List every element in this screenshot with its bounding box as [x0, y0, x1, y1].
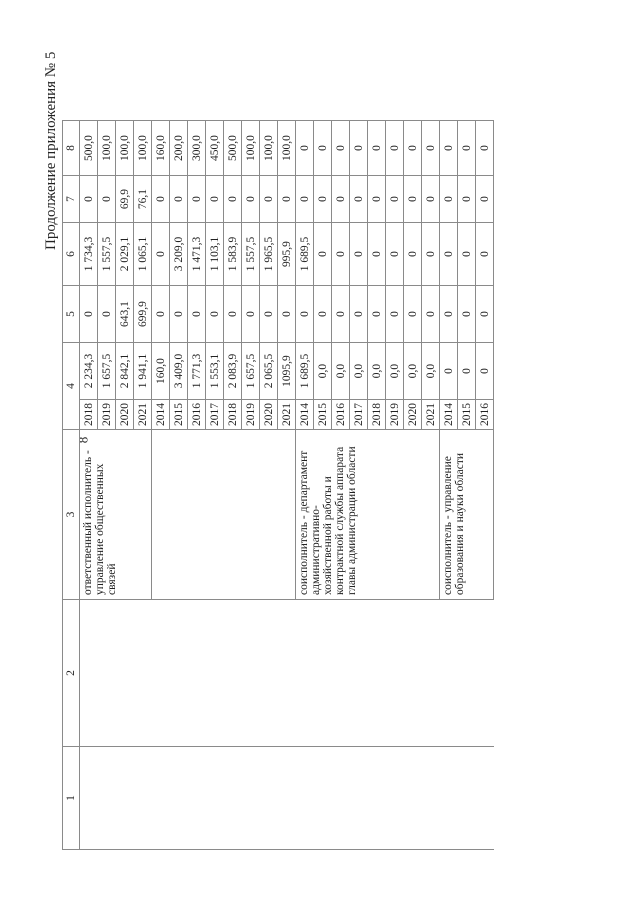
- amount-col8-cell: 0: [422, 121, 440, 176]
- column-header-7: 7: [63, 176, 80, 223]
- year-cell: 2015: [170, 400, 188, 430]
- year-cell: 2020: [116, 400, 134, 430]
- amount-col7-cell: 0: [296, 176, 314, 223]
- amount-col5-cell: 0: [458, 286, 476, 343]
- amount-total-cell: 0,0: [422, 343, 440, 400]
- amount-total-cell: 1 657,5: [98, 343, 116, 400]
- amount-col6-cell: 3 209,0: [170, 223, 188, 286]
- year-cell: 2019: [98, 400, 116, 430]
- amount-total-cell: 2 234,3: [80, 343, 98, 400]
- table-header-row: [63, 121, 80, 850]
- amount-col6-cell: 1 471,3: [188, 223, 206, 286]
- amount-col8-cell: 100,0: [116, 121, 134, 176]
- column-header-6: 6: [63, 223, 80, 286]
- amount-col7-cell: 0: [368, 176, 386, 223]
- amount-col8-cell: 100,0: [134, 121, 152, 176]
- year-cell: 2019: [386, 400, 404, 430]
- responsible-party: соисполнитель - управление образования и науки области: [440, 430, 494, 600]
- amount-col5-cell: 0: [170, 286, 188, 343]
- year-cell: 2019: [242, 400, 260, 430]
- amount-total-cell: 0,0: [386, 343, 404, 400]
- year-cell: 2016: [332, 400, 350, 430]
- column-header-8: 8: [63, 121, 80, 176]
- column-header-5: 5: [63, 286, 80, 343]
- amount-col8-cell: 0: [332, 121, 350, 176]
- column-header-3: 3: [63, 430, 80, 600]
- amount-col7-cell: 0: [80, 176, 98, 223]
- amount-col7-cell: 0: [224, 176, 242, 223]
- amount-total-cell: 1 771,3: [188, 343, 206, 400]
- amount-col5-cell: 0: [368, 286, 386, 343]
- amount-col6-cell: 0: [422, 223, 440, 286]
- amount-col6-cell: 0: [350, 223, 368, 286]
- amount-col5-cell: 0: [350, 286, 368, 343]
- amount-col6-cell: 995,9: [278, 223, 296, 286]
- amount-col7-cell: 0: [440, 176, 458, 223]
- amount-col7-cell: 76,1: [134, 176, 152, 223]
- amount-col7-cell: 0: [458, 176, 476, 223]
- amount-col6-cell: 1 734,3: [80, 223, 98, 286]
- page-number: 8: [75, 436, 91, 444]
- year-cell: 2015: [458, 400, 476, 430]
- year-cell: 2015: [314, 400, 332, 430]
- amount-total-cell: 1095,9: [278, 343, 296, 400]
- amount-total-cell: 160,0: [152, 343, 170, 400]
- amount-col5-cell: 0: [260, 286, 278, 343]
- amount-total-cell: 2 083,9: [224, 343, 242, 400]
- amount-col7-cell: 0: [386, 176, 404, 223]
- amount-col6-cell: 2 029,1: [116, 223, 134, 286]
- amount-col8-cell: 100,0: [278, 121, 296, 176]
- amount-col5-cell: 0: [404, 286, 422, 343]
- table-body: [80, 121, 494, 850]
- year-cell: 2017: [206, 400, 224, 430]
- amount-col7-cell: 0: [98, 176, 116, 223]
- amount-col5-cell: 0: [278, 286, 296, 343]
- amount-col6-cell: 1 689,5: [296, 223, 314, 286]
- amount-total-cell: 0: [458, 343, 476, 400]
- amount-col7-cell: 0: [350, 176, 368, 223]
- year-cell: 2021: [278, 400, 296, 430]
- amount-col7-cell: 0: [422, 176, 440, 223]
- amount-col8-cell: 0: [458, 121, 476, 176]
- amount-col6-cell: 0: [386, 223, 404, 286]
- amount-col8-cell: 0: [350, 121, 368, 176]
- col2-cell: [80, 600, 494, 747]
- amount-col6-cell: 1 557,5: [242, 223, 260, 286]
- amount-col5-cell: 0: [296, 286, 314, 343]
- amount-col8-cell: 0: [386, 121, 404, 176]
- amount-col6-cell: 1 103,1: [206, 223, 224, 286]
- amount-col8-cell: 200,0: [170, 121, 188, 176]
- amount-total-cell: 1 657,5: [242, 343, 260, 400]
- amount-col5-cell: 0: [386, 286, 404, 343]
- amount-col8-cell: 0: [404, 121, 422, 176]
- amount-col5-cell: 0: [152, 286, 170, 343]
- year-cell: 2016: [476, 400, 494, 430]
- amount-total-cell: 1 941,1: [134, 343, 152, 400]
- amount-col8-cell: 500,0: [80, 121, 98, 176]
- table-row: [80, 121, 98, 850]
- amount-col7-cell: 0: [278, 176, 296, 223]
- year-cell: 2014: [440, 400, 458, 430]
- page-caption: Продолжение приложения № 5: [43, 51, 59, 250]
- year-cell: 2017: [350, 400, 368, 430]
- amount-col8-cell: 450,0: [206, 121, 224, 176]
- amount-col6-cell: 0: [440, 223, 458, 286]
- year-cell: 2020: [260, 400, 278, 430]
- appendix-table: [62, 120, 494, 850]
- year-cell: 2018: [224, 400, 242, 430]
- year-cell: 2020: [404, 400, 422, 430]
- amount-total-cell: 2 065,5: [260, 343, 278, 400]
- amount-col6-cell: 0: [476, 223, 494, 286]
- amount-col6-cell: 0: [152, 223, 170, 286]
- amount-col7-cell: 0: [476, 176, 494, 223]
- amount-col8-cell: 100,0: [98, 121, 116, 176]
- responsible-party: ответственный исполнитель - управление общественных связей: [80, 430, 152, 600]
- amount-col5-cell: 0: [440, 286, 458, 343]
- year-cell: 2021: [134, 400, 152, 430]
- amount-col5-cell: 699,9: [134, 286, 152, 343]
- column-header-1: 1: [63, 747, 80, 850]
- amount-col8-cell: 500,0: [224, 121, 242, 176]
- year-cell: 2014: [152, 400, 170, 430]
- amount-col7-cell: 69,9: [116, 176, 134, 223]
- amount-col6-cell: 0: [368, 223, 386, 286]
- amount-col5-cell: 0: [206, 286, 224, 343]
- amount-col5-cell: 0: [188, 286, 206, 343]
- col1-cell: [80, 747, 494, 850]
- year-cell: 2014: [296, 400, 314, 430]
- year-cell: 2016: [188, 400, 206, 430]
- responsible-party-blank: [152, 430, 296, 600]
- amount-total-cell: 0,0: [314, 343, 332, 400]
- amount-col5-cell: 0: [314, 286, 332, 343]
- amount-col7-cell: 0: [152, 176, 170, 223]
- amount-col8-cell: 160,0: [152, 121, 170, 176]
- amount-col7-cell: 0: [314, 176, 332, 223]
- amount-col6-cell: 1 965,5: [260, 223, 278, 286]
- amount-total-cell: 0,0: [350, 343, 368, 400]
- amount-col5-cell: 0: [98, 286, 116, 343]
- amount-total-cell: 0,0: [368, 343, 386, 400]
- amount-col6-cell: 0: [404, 223, 422, 286]
- amount-total-cell: 0,0: [332, 343, 350, 400]
- amount-col7-cell: 0: [260, 176, 278, 223]
- responsible-party: соисполнитель - департамент административно-хозяйственной работы и контрактной службы аппарата главы администрации области: [296, 430, 440, 600]
- amount-col5-cell: 0: [80, 286, 98, 343]
- amount-total-cell: 2 842,1: [116, 343, 134, 400]
- amount-total-cell: 0: [476, 343, 494, 400]
- amount-col8-cell: 300,0: [188, 121, 206, 176]
- amount-total-cell: 1 553,1: [206, 343, 224, 400]
- amount-col5-cell: 643,1: [116, 286, 134, 343]
- amount-col5-cell: 0: [422, 286, 440, 343]
- amount-total-cell: 3 409,0: [170, 343, 188, 400]
- amount-col8-cell: 0: [440, 121, 458, 176]
- amount-total-cell: 0: [440, 343, 458, 400]
- column-header-2: 2: [63, 600, 80, 747]
- amount-col6-cell: 1 065,1: [134, 223, 152, 286]
- year-cell: 2018: [368, 400, 386, 430]
- amount-col8-cell: 0: [476, 121, 494, 176]
- amount-col6-cell: 0: [332, 223, 350, 286]
- year-cell: 2018: [80, 400, 98, 430]
- amount-col7-cell: 0: [188, 176, 206, 223]
- amount-col7-cell: 0: [242, 176, 260, 223]
- amount-col7-cell: 0: [332, 176, 350, 223]
- amount-col7-cell: 0: [206, 176, 224, 223]
- amount-total-cell: 1 689,5: [296, 343, 314, 400]
- amount-col5-cell: 0: [242, 286, 260, 343]
- amount-col6-cell: 1 583,9: [224, 223, 242, 286]
- amount-col7-cell: 0: [404, 176, 422, 223]
- amount-col8-cell: 100,0: [242, 121, 260, 176]
- amount-col5-cell: 0: [224, 286, 242, 343]
- amount-col6-cell: 0: [314, 223, 332, 286]
- amount-col6-cell: 0: [458, 223, 476, 286]
- amount-col8-cell: 0: [314, 121, 332, 176]
- amount-col8-cell: 100,0: [260, 121, 278, 176]
- amount-col7-cell: 0: [170, 176, 188, 223]
- amount-total-cell: 0,0: [404, 343, 422, 400]
- amount-col5-cell: 0: [332, 286, 350, 343]
- amount-col8-cell: 0: [368, 121, 386, 176]
- amount-col6-cell: 1 557,5: [98, 223, 116, 286]
- amount-col8-cell: 0: [296, 121, 314, 176]
- amount-col5-cell: 0: [476, 286, 494, 343]
- column-header-4: 4: [63, 343, 80, 430]
- year-cell: 2021: [422, 400, 440, 430]
